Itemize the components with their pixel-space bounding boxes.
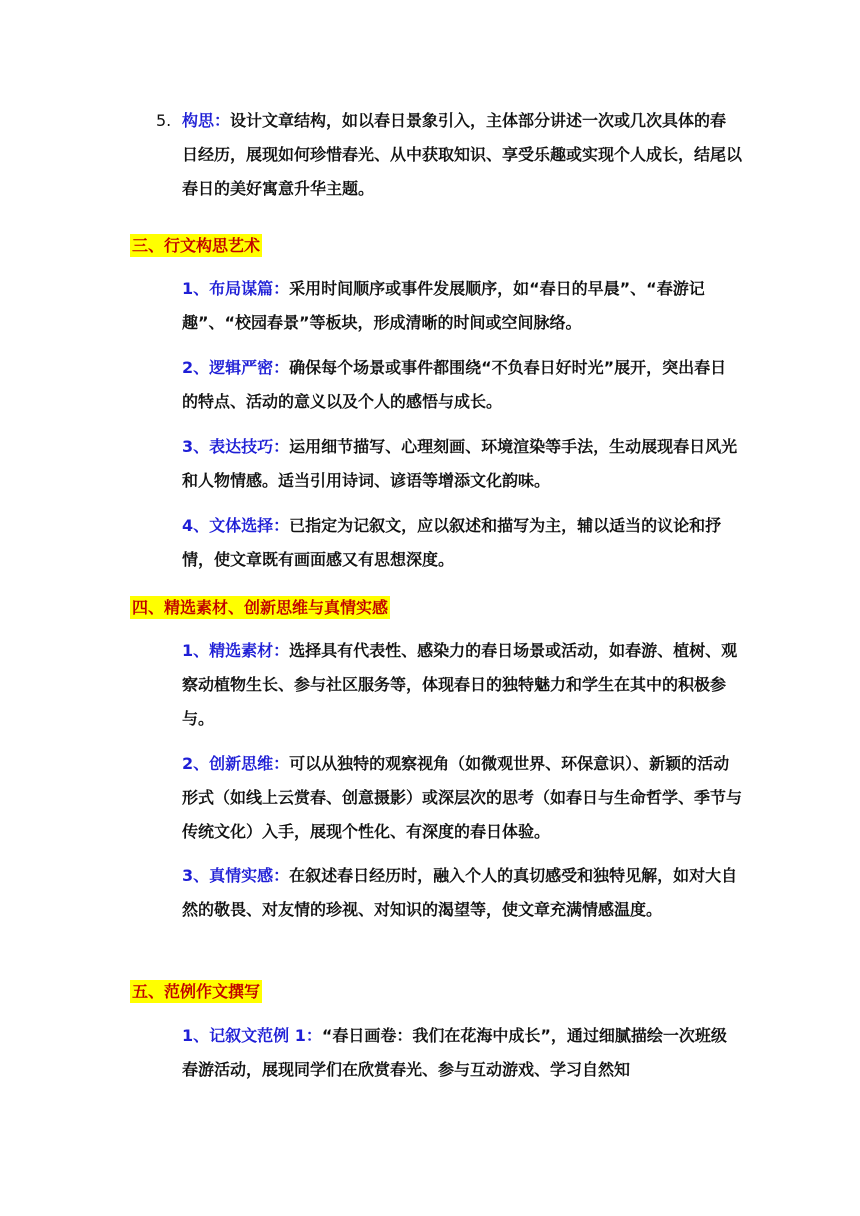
item-text: “春日画卷：我们在花海中成长”，通过细腻描绘一次班级春游活动，展现同学们在欣赏春光、参与互动游戏、学习自然知 <box>182 1026 727 1079</box>
list-item-content <box>156 104 742 206</box>
item-text: 确保每个场景或事件都围绕“不负春日好时光”展开，突出春日的特点、活动的意义以及个人的感悟与成长。 <box>182 358 727 411</box>
highlighted-heading: 四、精选素材、创新思维与真情实感 <box>132 598 389 617</box>
section-heading-3 <box>130 229 262 263</box>
item-text: 选择具有代表性、感染力的春日场景或活动，如春游、植树、观察动植物生长、参与社区服务等，体现春日的独特魅力和学生在其中的积极参与。 <box>182 641 738 728</box>
highlighted-heading: 五、范例作文撰写 <box>132 982 261 1001</box>
list-marker: 5. <box>156 111 172 130</box>
item-label: 1、布局谋篇： <box>182 279 290 298</box>
item-label: 1、精选素材： <box>182 641 290 660</box>
list-item-5 <box>156 104 742 206</box>
item-text: 已指定为记叙文，应以叙述和描写为主，辅以适当的议论和抒情，使文章既有画面感又有思想深度。 <box>182 516 722 569</box>
item-label: 1、记叙文范例 1： <box>182 1026 322 1045</box>
item-label: 3、表达技巧： <box>182 437 290 456</box>
section4-item-1 <box>182 634 742 736</box>
highlighted-heading: 三、行文构思艺术 <box>132 236 261 255</box>
item-label: 构思： <box>182 111 231 130</box>
item-label: 2、创新思维： <box>182 754 290 773</box>
item-text: 在叙述春日经历时，融入个人的真切感受和独特见解，如对大自然的敬畏、对友情的珍视、对知识的渴望等，使文章充满情感温度。 <box>182 866 738 919</box>
section4-item-2 <box>182 747 742 849</box>
section3-item-1 <box>182 272 742 340</box>
item-text: 可以从独特的观察视角（如微观世界、环保意识）、新颖的活动形式（如线上云赏春、创意摄影）或深层次的思考（如春日与生命哲学、季节与传统文化）入手，展现个性化、有深度的春日体验。 <box>182 754 743 841</box>
section3-item-3 <box>182 430 742 498</box>
item-label: 2、逻辑严密： <box>182 358 290 377</box>
item-label: 3、真情实感： <box>182 866 290 885</box>
item-text: 采用时间顺序或事件发展顺序，如“春日的早晨”、“春游记趣”、“校园春景”等板块，形成清晰的时间或空间脉络。 <box>182 279 705 332</box>
item-text: 设计文章结构，如以春日景象引入，主体部分讲述一次或几次具体的春日经历，展现如何珍惜春光、从中获取知识、享受乐趣或实现个人成长，结尾以春日的美好寓意升华主题。 <box>182 111 743 198</box>
section4-item-3 <box>182 859 742 927</box>
item-text: 运用细节描写、心理刻画、环境渲染等手法，生动展现春日风光和人物情感。适当引用诗词、谚语等增添文化韵味。 <box>182 437 738 490</box>
section5-item-1 <box>182 1019 742 1087</box>
item-label: 4、文体选择： <box>182 516 290 535</box>
section3-item-4 <box>182 509 742 577</box>
section-heading-4 <box>130 591 390 625</box>
section-heading-5 <box>130 975 262 1009</box>
section3-item-2 <box>182 351 742 419</box>
